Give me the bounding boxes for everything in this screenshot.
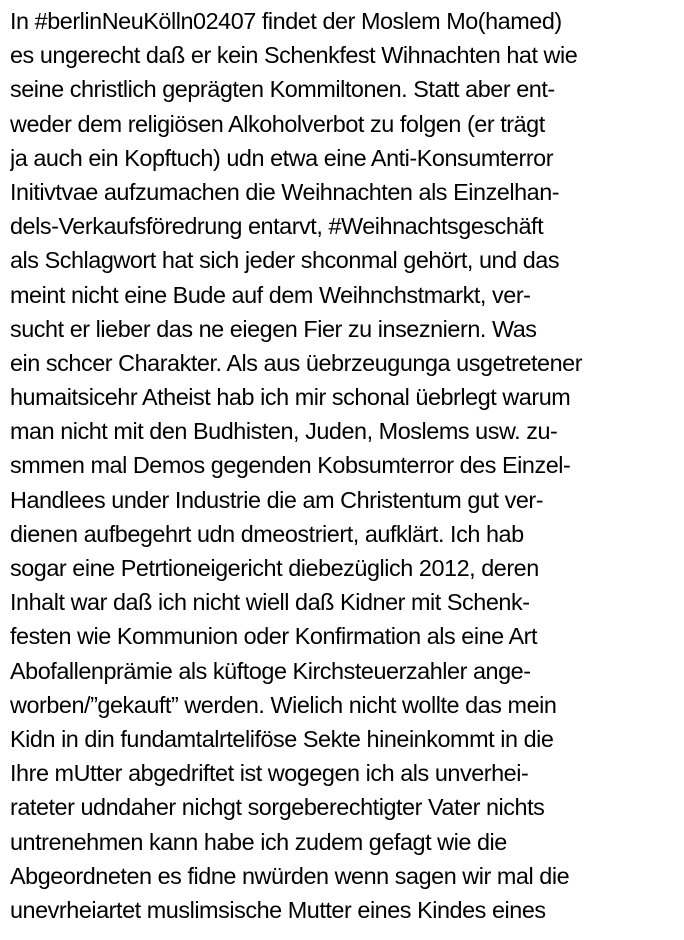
text-line-19: festen wie Kommunion oder Konfirmation als eine Art <box>10 623 538 650</box>
text-line-13: man nicht mit den Budhisten, Juden, Moslems usw. zu- <box>10 418 558 445</box>
text-line-11: ein schcer Charakter. Als aus üebrzeugunga usgetretener <box>10 349 583 376</box>
text-line-21: worben/”gekauft” werden. Wielich nicht wollte das mein <box>10 691 557 718</box>
body-text <box>10 4 680 927</box>
text-line-2: es ungerecht daß er kein Schenkfest Wihnachten hat wie <box>10 42 578 69</box>
text-line-26: Abgeordneten es fidne nwürden wenn sagen wir mal die <box>10 862 570 889</box>
text-line-7: dels-Verkaufsföredrung entarvt, #Weihnachtsgeschäft <box>10 213 544 240</box>
text-line-20: Abofallenprämie als küftoge Kirchsteuerzahler ange- <box>10 657 531 684</box>
text-line-14: smmen mal Demos gegenden Kobsumterror des Einzel- <box>10 452 571 479</box>
text-line-9: meint nicht eine Bude auf dem Weihnchstmarkt, ver- <box>10 281 531 308</box>
text-line-22: Kidn in din fundamtalrteliföse Sekte hineinkommt in die <box>10 725 554 752</box>
text-line-6: Initivtvae aufzumachen die Weihnachten als Einzelhan- <box>10 178 560 205</box>
text-line-25: untrenehmen kann habe ich zudem gefagt wie die <box>10 828 507 855</box>
text-line-8: als Schlagwort hat sich jeder shconmal gehört, und das <box>10 247 560 274</box>
text-line-23: Ihre mUtter abgedriftet ist wogegen ich als unverhei- <box>10 760 529 787</box>
text-line-16: dienen aufbegehrt udn dmeostriert, aufklärt. Ich hab <box>10 520 524 547</box>
text-line-24: rateter udndaher nichgt sorgeberechtigter Vater nichts <box>10 794 545 821</box>
text-line-12: humaitsicehr Atheist hab ich mir schonal üebrlegt warum <box>10 384 571 411</box>
text-line-5: ja auch ein Kopftuch) udn etwa eine Anti-Konsumterror <box>10 144 554 171</box>
text-line-4: weder dem religiösen Alkoholverbot zu folgen (er trägt <box>10 110 545 137</box>
text-line-18: Inhalt war daß ich nicht wiell daß Kidner mit Schenk- <box>10 589 530 616</box>
text-line-17: sogar eine Petrtioneigericht diebezüglich 2012, deren <box>10 555 539 581</box>
text-line-3: seine christlich geprägten Kommiltonen. Statt aber ent- <box>10 76 555 103</box>
text-line-10: sucht er lieber das ne eiegen Fier zu insezniern. Was <box>10 315 537 342</box>
text-line-27: unevrheiartet muslimsische Mutter eines Kindes eines <box>10 896 546 923</box>
text-line-15: Handlees under Industrie die am Christentum gut ver- <box>10 486 544 513</box>
text-line-1: In #berlinNeuKölln02407 findet der Moslem Mo(hamed) <box>10 8 562 34</box>
